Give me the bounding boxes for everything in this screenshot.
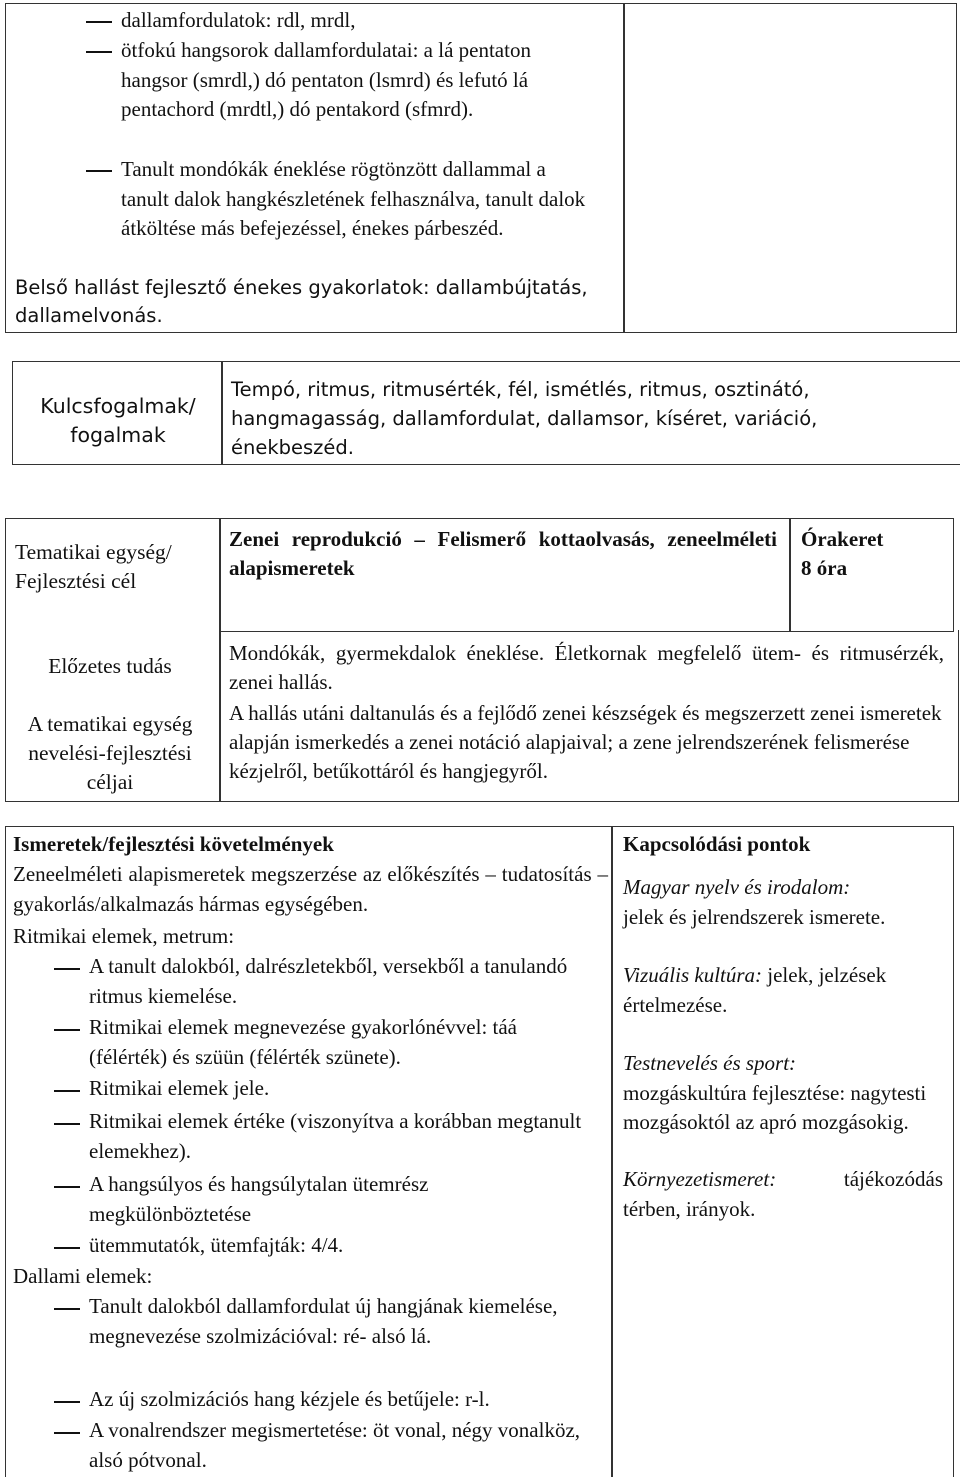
connection-block [623, 1165, 943, 1224]
melody-item: A vonalrendszer megismertetése: öt vonal, négy vonalköz, alsó pótvonal. [89, 1418, 581, 1472]
closing-text: Belső hallást fejlesztő énekes gyakorlatok: dallambújtatás, dallamelvonás. [15, 276, 588, 327]
key-concepts-text: Tempó, ritmus, ritmusérték, fél, ismétlés, ritmus, osztinátó, hangmagasság, dallamfordulat, dallamsor, kíséret, variáció, énekbeszéd. [231, 378, 818, 459]
dash-bullet [86, 51, 112, 53]
connections-heading: Kapcsolódási pontok [623, 832, 811, 856]
rhythm-item: Ritmikai elemek értéke (viszonyítva a korábban megtanult elemekhez). [89, 1109, 582, 1163]
goals-text: A hallás utáni daltanulás és a fejlődő zenei készségek és megszerzett zenei ismeretek alapján ismerkedés a zenei notáció alapjaival; a zene jelrendszerének felismerése kézjelről, betűkottáról és hangjegyről. [229, 701, 942, 783]
requirements-heading: Ismeretek/fejlesztési követelmények [13, 832, 334, 856]
requirements-intro: Zeneelméleti alapismeretek megszerzése az előkészítés – tudatosítás – gyakorlás/alkalmazás hármas egységében. [13, 862, 608, 916]
rhythm-item: ütemmutatók, ütemfajták: 4/4. [89, 1233, 344, 1257]
connection-block [623, 961, 948, 1020]
dash-bullet [54, 1401, 80, 1403]
unit-title: Zenei reprodukció – Felismerő kottaolvasás, zeneelméleti alapismeretek [229, 527, 777, 580]
dash-bullet [54, 1029, 80, 1031]
melody-item: Tanult dalokból dallamfordulat új hangjának kiemelése, megnevezése szolmizációval: ré- alsó lá. [89, 1294, 558, 1348]
dash-bullet [54, 1123, 80, 1125]
top-section-empty-cell [623, 3, 957, 333]
hours-label: Órakeret [801, 527, 884, 551]
dash-bullet [54, 1432, 80, 1434]
connection-block [623, 1049, 933, 1138]
thematic-label: Tematikai egység/ Fejlesztési cél [15, 540, 172, 593]
dash-bullet [86, 170, 112, 172]
connection-text: tájékozódás térben, irányok. [623, 1167, 943, 1221]
dash-bullet [54, 1308, 80, 1310]
prior-knowledge-text: Mondókák, gyermekdalok éneklése. Életkornak megfelelő ütem- és ritmusérzék, zenei hallás. [229, 641, 944, 694]
prior-knowledge-label: Előzetes tudás [48, 654, 172, 678]
connection-block [623, 873, 948, 932]
melody-item: Az új szolmizációs hang kézjele és betűjele: r-l. [89, 1387, 490, 1411]
dash-bullet [54, 1090, 80, 1092]
connection-text: mozgáskultúra fejlesztése: nagytesti mozgásoktól az apró mozgásokig. [623, 1080, 927, 1134]
dash-bullet [54, 1186, 80, 1188]
connection-text: jelek, jelzések értelmezése. [623, 963, 887, 1017]
rhythm-item: Ritmikai elemek jele. [89, 1076, 270, 1100]
rhythm-item: Ritmikai elemek megnevezése gyakorlónévvel: táá (félérték) és szüün (félérték szünete). [89, 1015, 517, 1069]
key-concepts-label: Kulcsfogalmak/ fogalmak [40, 394, 196, 447]
dash-bullet [86, 21, 112, 23]
dash-bullet [54, 968, 80, 970]
list-item: ötfokú hangsorok dallamfordulatai: a lá pentaton hangsor (smrdl,) dó pentaton (lsmrd) és lefutó lá pentachord (mrdtl,) dó pentakord (sfmrd). [121, 38, 531, 121]
goals-label: A tematikai egység nevelési-fejlesztési céljai [27, 712, 193, 794]
dash-bullet [54, 1247, 80, 1249]
connection-subject: Magyar nyelv és irodalom: [623, 875, 851, 899]
rhythm-heading: Ritmikai elemek, metrum: [13, 924, 235, 948]
rhythm-item: A hangsúlyos és hangsúlytalan ütemrész megkülönböztetése [89, 1172, 429, 1226]
list-item: Tanult mondókák éneklése rögtönzött dallammal a tanult dalok hangkészletének felhasználva, tanult dalok átköltése más befejezéssel, énekes párbeszéd. [121, 157, 586, 240]
connection-subject: Testnevelés és sport: [623, 1051, 797, 1075]
melody-heading: Dallami elemek: [13, 1264, 153, 1288]
connection-subject: Környezetismeret: [623, 1167, 777, 1191]
list-item: dallamfordulatok: rdl, mrdl, [121, 8, 356, 32]
connection-subject: Vizuális kultúra: [623, 963, 763, 987]
rhythm-item: A tanult dalokból, dalrészletekből, versekből a tanulandó ritmus kiemelése. [89, 954, 568, 1008]
connection-text: jelek és jelrendszerek ismerete. [623, 904, 886, 929]
hours-value: 8 óra [801, 556, 848, 580]
